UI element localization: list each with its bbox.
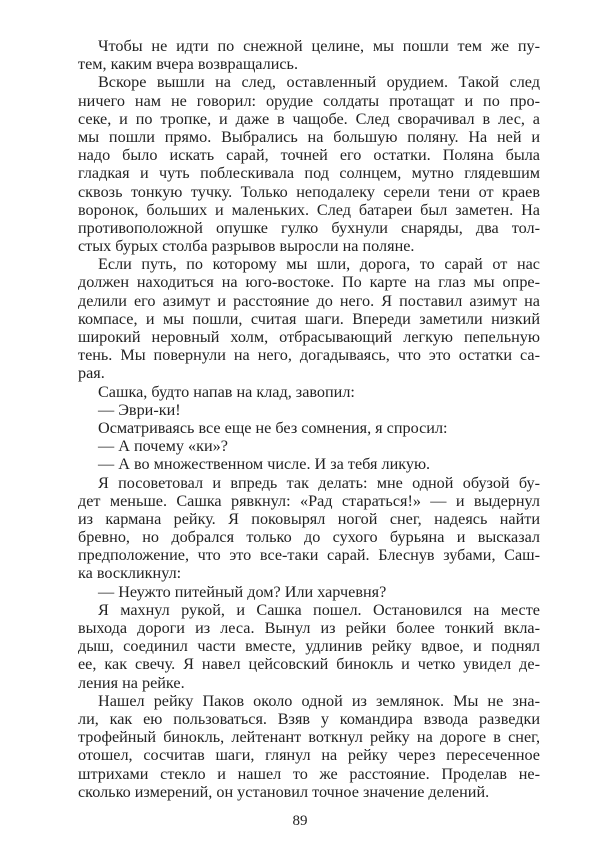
text-line: — Эври-ки! (98, 400, 181, 419)
text-line: Я махнул рукой, и Сашка пошел. Остановился на месте (98, 600, 540, 619)
page-number: 89 (292, 813, 308, 829)
text-line: штрихами стекло и нашел то же расстояние. Проделав не- (78, 764, 540, 783)
text-line: ка воскликнул: (78, 564, 182, 583)
text-line: Вскоре вышли на след, оставленный орудием. Такой след (98, 73, 540, 92)
text-line: дыш, соединил части вместе, удлинив рейку вдвое, и поднял (78, 637, 540, 656)
text-line: — Неужто питейный дом? Или харчевня? (98, 582, 387, 601)
text-line: отошел, сосчитав шаги, глянул на рейку через пересеченное (78, 746, 540, 765)
text-line: Если путь, по которому мы шли, дорога, то сарай от нас (98, 255, 540, 274)
text-line: — А во множественном числе. И за тебя ликую. (98, 455, 431, 474)
text-line: противоположной опушке гулко бухнули снаряды, два тол- (78, 218, 540, 237)
text-line: бревно, но добрался только до сухого бурьяна и высказал (78, 528, 540, 547)
text-line: стых бурых столба разрывов выросли на поляне. (78, 237, 415, 256)
text-line: тень. Мы повернули на него, догадываясь, что это остатки са- (78, 346, 540, 365)
text-line: сколько измерений, он установил точное значение делений. (78, 782, 490, 801)
text-line: из кармана рейку. Я поковырял ногой снег, надеясь найти (78, 509, 540, 528)
text-line: широкий неровный холм, отбрасывающий легкую пепельную (78, 328, 540, 346)
text-line: Сашка, будто напав на клад, завопил: (98, 382, 355, 401)
text-line: трофейный бинокль, лейтенант воткнул рейку на дороге в снег, (78, 728, 540, 747)
text-line: ли, как ею пользоваться. Взяв у командира взвода разведки (78, 709, 540, 728)
text-line: надо было искать сарай, точней его остатки. Поляна была (78, 146, 540, 165)
text-line: тем, каким вчера возвращались. (78, 55, 298, 74)
text-line: дет меньше. Сашка рявкнул: «Рад стараться!» — и выдернул (78, 491, 540, 510)
text-line: — А почему «ки»? (98, 437, 228, 456)
text-line: Осматриваясь все еще не без сомнения, я спросил: (98, 418, 448, 437)
text-line: рая. (78, 364, 105, 383)
text-line: делили его азимут и расстояние до него. Я поставил азимут на (78, 291, 540, 310)
text-line: мы пошли прямо. Выбрались на большую поляну. На ней и (78, 127, 540, 146)
text-line: ничего нам не говорил: орудие солдаты протащат и по про- (78, 91, 540, 110)
text-line: воронок, больших и маленьких. След батареи был заметен. На (78, 200, 540, 219)
text-line: гладкая и чуть поблескивала под солнцем, мутно глядевшим (78, 164, 540, 183)
text-line: предположение, что это все-таки сарай. Блеснув зубами, Саш- (78, 546, 540, 565)
text-line: выхода дороги из леса. Вынул из рейки более тонкий вкла- (78, 619, 540, 637)
page-body-text (78, 37, 540, 801)
text-line: Нашел рейку Паков около одной из землянок. Мы не зна- (98, 691, 540, 710)
text-line: сквозь тонкую тучку. Только неподалеку серели тени от краев (78, 182, 540, 201)
text-line: секе, и по тропке, и даже в чащобе. След сворачивал в лес, а (78, 109, 540, 128)
text-line: должен находиться на юго-востоке. По карте на глаз мы опре- (78, 273, 540, 292)
text-line: ее, как свечу. Я навел цейсовский бинокль и четко увидел де- (78, 655, 540, 674)
text-line: Я посоветовал и впредь так делать: мне одной обузой бу- (98, 473, 540, 492)
text-line: компасе, и мы пошли, считая шаги. Впереди заметили низкий (78, 309, 540, 328)
text-line: ления на рейке. (78, 673, 185, 692)
text-line: Чтобы не идти по снежной целине, мы пошли тем же пу- (98, 37, 540, 55)
